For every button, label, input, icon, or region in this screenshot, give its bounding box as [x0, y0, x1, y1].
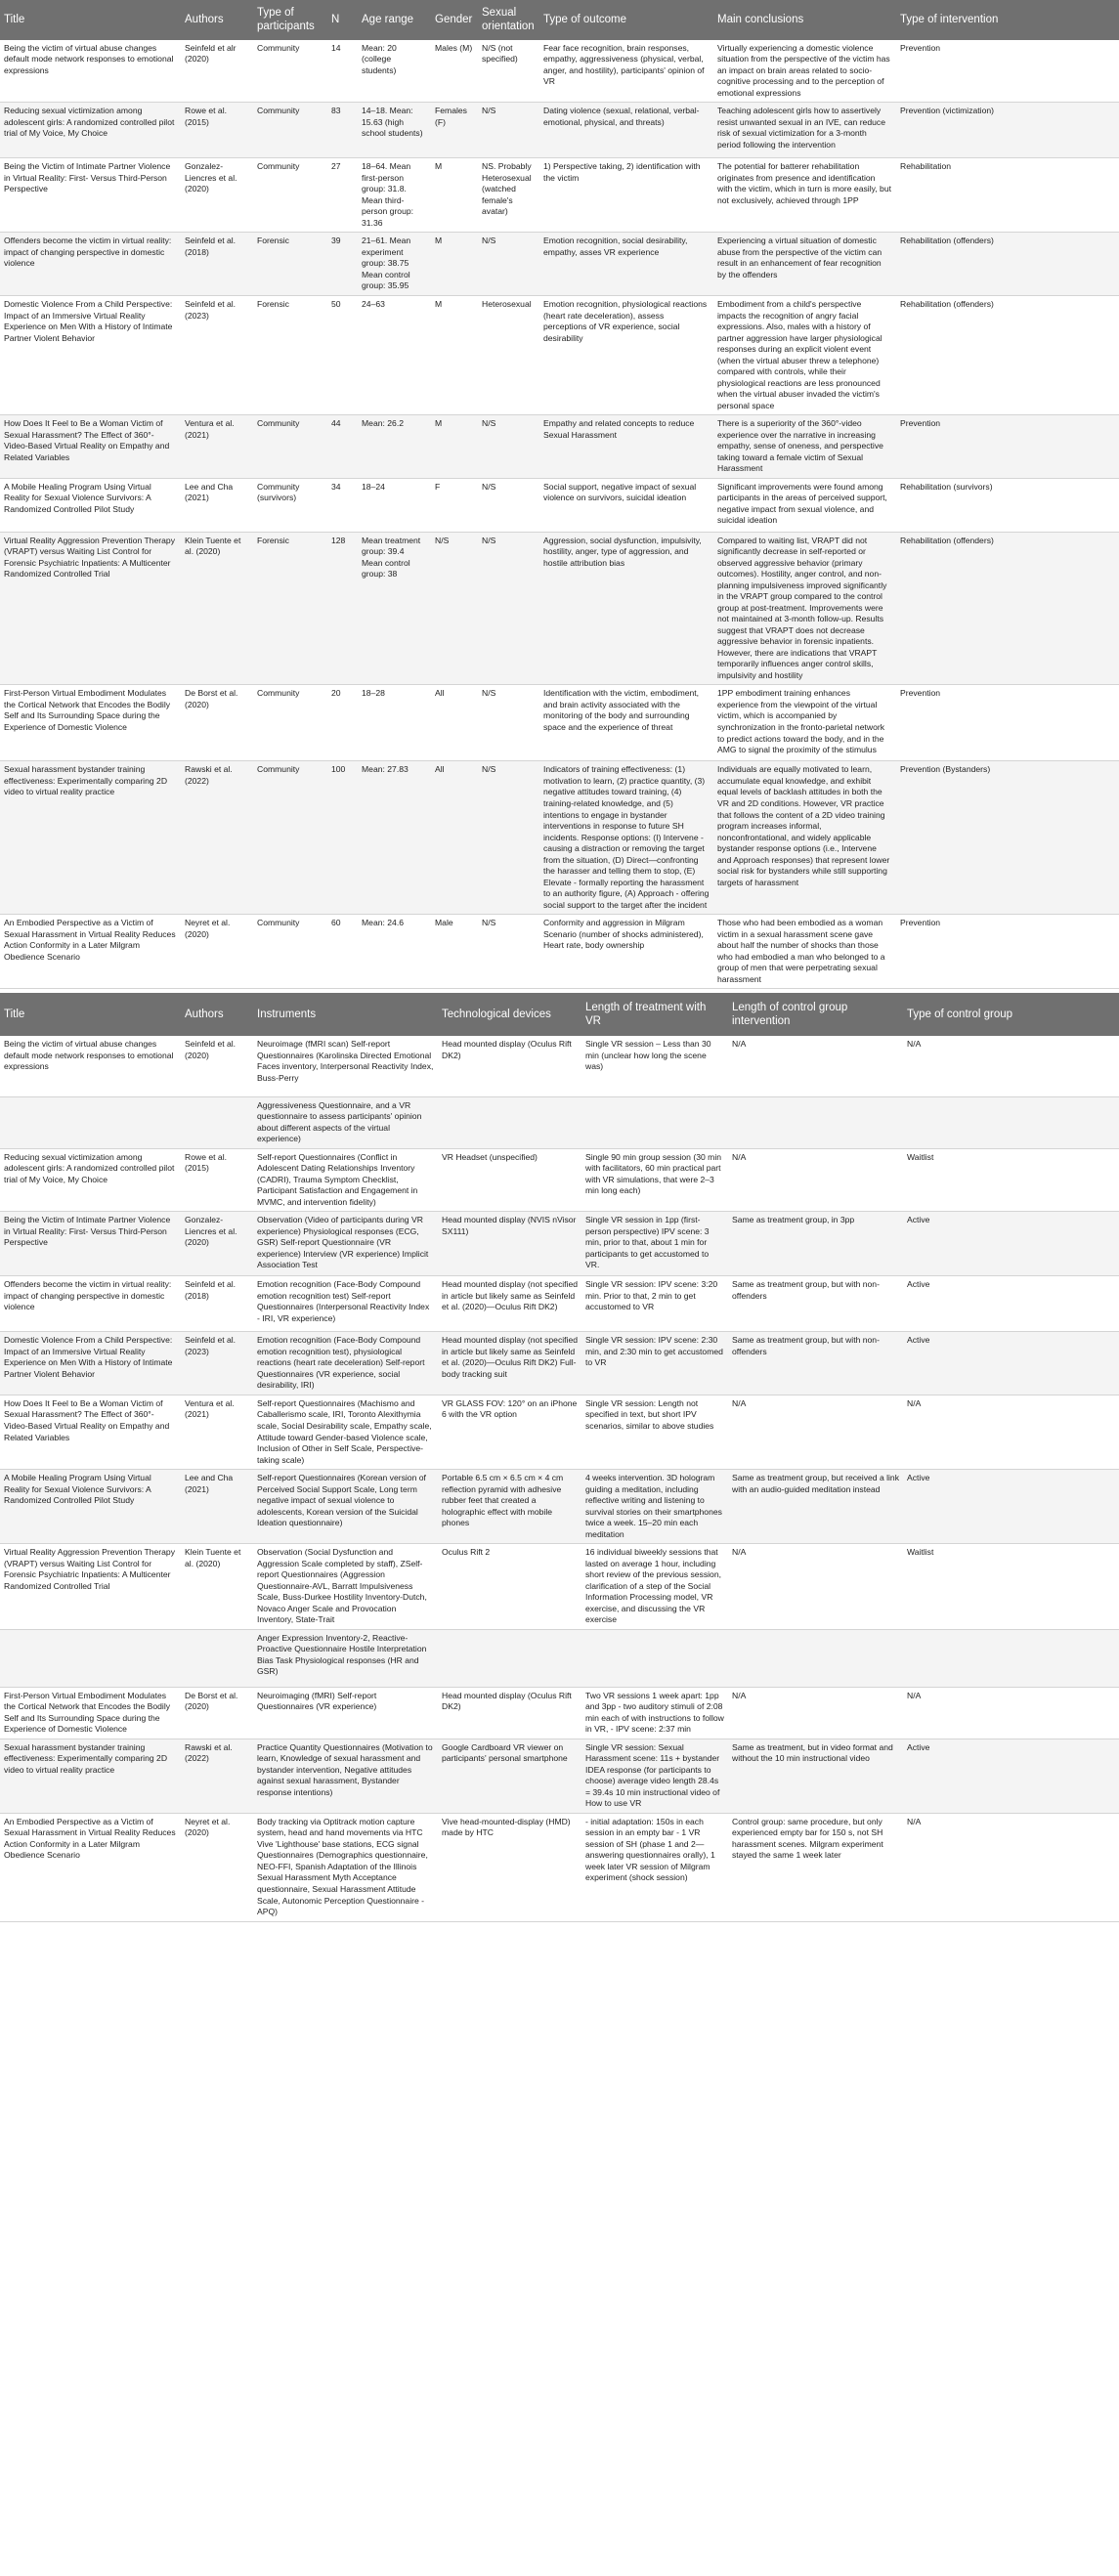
instruments-header-row — [0, 993, 1119, 1036]
table-row — [0, 1276, 1119, 1332]
participants-cell: Forensic — [253, 233, 327, 296]
age-range-cell: 18–24 — [358, 478, 431, 532]
title-cell: Being the victim of virtual abuse changes default mode network responses to emotional expressions — [0, 40, 181, 103]
control-length-cell — [728, 1629, 903, 1687]
devices-cell: Head mounted display (NVIS nVisor SX111) — [438, 1212, 581, 1276]
title-cell: Reducing sexual victimization among adolescent girls: A randomized controlled pilot trial of My Voice, My Choice — [0, 103, 181, 158]
title-cell: A Mobile Healing Program Using Virtual Reality for Sexual Violence Survivors: A Randomized Controlled Pilot Study — [0, 478, 181, 532]
title-cell: Sexual harassment bystander training effectiveness: Experimentally comparing 2D video to virtual reality practice — [0, 761, 181, 915]
authors-cell: Rawski et al. (2022) — [181, 761, 253, 915]
conclusions-cell: Individuals are equally motivated to learn, accumulate equal knowledge, and exhibit equal levels of backlash attitudes in both the VR and 2D conditions. However, VR practice that follows the content of a 2D video training program increases informal, nonconfrontational, and widely applicable bystander response options (i.e., Intervene and Approach responses) that represent lower social risk for bystanders while still supporting targets of harassment — [713, 761, 896, 915]
gender-cell: N/S — [431, 532, 478, 685]
conclusions-cell: There is a superiority of the 360°-video experience over the narrative in increasing empathy, sense of oneness, and perspective taking toward a female victim of Sexual Harassment — [713, 415, 896, 479]
table-row — [0, 1629, 1119, 1687]
control-type-cell: Active — [903, 1739, 1119, 1813]
intervention-cell: Rehabilitation (survivors) — [896, 478, 1119, 532]
vr-length-cell: Single VR session: IPV scene: 3:20 min. Prior to that, 2 min to get accustomed to VR — [581, 1276, 728, 1332]
authors-cell: Rowe et al. (2015) — [181, 103, 253, 158]
header-participants: Type of participants — [253, 0, 327, 40]
title-cell: An Embodied Perspective as a Victim of Sexual Harassment in Virtual Reality Reduces Action Conformity in a Later Milgram Obedience Scenario — [0, 915, 181, 989]
devices-cell: Head mounted display (not specified in article but likely same as Seinfeld et al. (2020)—Oculus Rift DK2) — [438, 1276, 581, 1332]
title-cell: An Embodied Perspective as a Victim of Sexual Harassment in Virtual Reality Reduces Action Conformity in a Later Milgram Obedience Scenario — [0, 1813, 181, 1921]
age-range-cell: 24–63 — [358, 296, 431, 415]
table-row — [0, 1470, 1119, 1544]
participants-cell: Community — [253, 415, 327, 479]
authors-cell — [181, 1629, 253, 1687]
instruments-cell: Self-report Questionnaires (Korean version of Perceived Social Support Scale, Long term negative impact of sexual violence to adolescents, Korean version of the Suicidal Ideation questionnaire) — [253, 1470, 438, 1544]
conclusions-cell: Teaching adolescent girls how to assertively resist unwanted sexual in an IVE, can reduce risk of sexual victimization for a 3-month period following the intervention — [713, 103, 896, 158]
n-cell: 44 — [327, 415, 358, 479]
header-vr-length: Length of treatment with VR — [581, 993, 728, 1036]
age-range-cell: Mean treatment group: 39.4 Mean control group: 38 — [358, 532, 431, 685]
table-row — [0, 1544, 1119, 1630]
header-devices: Technological devices — [438, 993, 581, 1036]
control-length-cell: N/A — [728, 1544, 903, 1630]
header-gender: Gender — [431, 0, 478, 40]
conclusions-cell: 1PP embodiment training enhances experience from the viewpoint of the virtual victim, which is accompanied by synchronization in the fronto-parietal network to predict actions toward the body, and in the AMG to signal the proximity of the stimulus — [713, 685, 896, 761]
outcome-cell: Empathy and related concepts to reduce Sexual Harassment — [539, 415, 713, 479]
control-length-cell: N/A — [728, 1036, 903, 1096]
outcome-cell: Emotion recognition, social desirability, empathy, asses VR experience — [539, 233, 713, 296]
table-row — [0, 40, 1119, 103]
authors-cell: Seinfeld et al. (2023) — [181, 1332, 253, 1395]
outcome-cell: Indicators of training effectiveness: (1) motivation to learn, (2) practice quantity, (3) negative attitudes toward training, (4) training-related knowledge, and (5) intentions to engage in bystander interventions in response to future SH incidents. Response options: (I) Intervene - causing a distraction or removing the target from the situation, (D) Direct—confronting the harasser and telling them to stop, (E) Elevate - formally reporting the harassment to an authority figure, (A) Approach - offering social support to the target after the incident — [539, 761, 713, 915]
instruments-table — [0, 993, 1119, 1921]
header-intervention: Type of intervention — [896, 0, 1119, 40]
vr-length-cell: Single 90 min group session (30 min with facilitators, 60 min practical part with VR simulations, that were 2–3 min long each) — [581, 1148, 728, 1212]
authors-cell: Lee and Cha (2021) — [181, 1470, 253, 1544]
gender-cell: All — [431, 685, 478, 761]
authors-cell: De Borst et al. (2020) — [181, 685, 253, 761]
n-cell: 60 — [327, 915, 358, 989]
age-range-cell: 18–28 — [358, 685, 431, 761]
participants-cell: Forensic — [253, 532, 327, 685]
devices-cell: Head mounted display (not specified in article but likely same as Seinfeld et al. (2020)—Oculus Rift DK2) Full-body tracking suit — [438, 1332, 581, 1395]
gender-cell: All — [431, 761, 478, 915]
authors-cell: Rawski et al. (2022) — [181, 1739, 253, 1813]
vr-length-cell: Single VR session in 1pp (first-person perspective) IPV scene: 3 min, prior to that, about 1 min for participants to get accustomed to VR. — [581, 1212, 728, 1276]
table-row — [0, 1212, 1119, 1276]
intervention-cell: Prevention — [896, 415, 1119, 479]
devices-cell: Head mounted display (Oculus Rift DK2) — [438, 1036, 581, 1096]
title-cell: Domestic Violence From a Child Perspective: Impact of an Immersive Virtual Reality Experience on Men With a History of Intimate Partner Violent Behavior — [0, 296, 181, 415]
gender-cell: Females (F) — [431, 103, 478, 158]
title-cell: Virtual Reality Aggression Prevention Therapy (VRAPT) versus Waiting List Control for Forensic Psychiatric Inpatients: A Multicenter Randomized Controlled Trial — [0, 1544, 181, 1630]
header-control-type: Type of control group — [903, 993, 1119, 1036]
n-cell: 100 — [327, 761, 358, 915]
header-control-length: Length of control group intervention — [728, 993, 903, 1036]
gender-cell: M — [431, 415, 478, 479]
control-length-cell: N/A — [728, 1687, 903, 1739]
intervention-cell: Rehabilitation (offenders) — [896, 296, 1119, 415]
control-type-cell — [903, 1629, 1119, 1687]
conclusions-cell: Embodiment from a child's perspective impacts the recognition of angry facial expressions. Also, males with a history of partner aggression have larger physiological responses during an explicit violent event (when the virtual abuser threw a telephone) compared with controls, while their physiological reactions are less pronounced when the virtual abuser invaded the victim's personal space — [713, 296, 896, 415]
devices-cell: VR Headset (unspecified) — [438, 1148, 581, 1212]
intervention-cell: Rehabilitation — [896, 158, 1119, 233]
instruments-cell: Observation (Social Dysfunction and Aggression Scale completed by staff), ZSelf-report Questionnaires (Aggression Questionnaire-AVL, Barratt Impulsiveness Scale, Buss-Durkee Hostility Inventory-Dutch, Novaco Anger Scale and Provocation Inventory, State-Trait — [253, 1544, 438, 1630]
instruments-cell: Neuroimaging (fMRI) Self-report Questionnaires (VR experience) — [253, 1687, 438, 1739]
table-row — [0, 1687, 1119, 1739]
vr-length-cell — [581, 1096, 728, 1148]
conclusions-cell: Virtually experiencing a domestic violence situation from the perspective of the victim has an impact on brain areas related to socio-cognitive processing and to the perception of emotional expressions — [713, 40, 896, 103]
control-type-cell: N/A — [903, 1395, 1119, 1469]
outcome-cell: Identification with the victim, embodiment, and brain activity associated with the monitoring of the body and surrounding space and the experience of threat — [539, 685, 713, 761]
header-authors: Authors — [181, 993, 253, 1036]
vr-length-cell — [581, 1629, 728, 1687]
control-type-cell: Active — [903, 1332, 1119, 1395]
authors-cell: Seinfeld et al. (2020) — [181, 1036, 253, 1096]
title-cell — [0, 1629, 181, 1687]
table-row — [0, 103, 1119, 158]
n-cell: 14 — [327, 40, 358, 103]
title-cell: First-Person Virtual Embodiment Modulates the Cortical Network that Encodes the Bodily Self and Its Surrounding Space during the Experience of Domestic Violence — [0, 685, 181, 761]
table-row — [0, 158, 1119, 233]
table-row — [0, 1036, 1119, 1096]
authors-cell: Lee and Cha (2021) — [181, 478, 253, 532]
control-type-cell: N/A — [903, 1036, 1119, 1096]
authors-cell: Ventura et al. (2021) — [181, 1395, 253, 1469]
control-type-cell: Waitlist — [903, 1544, 1119, 1630]
sexual-orientation-cell: N/S — [478, 233, 539, 296]
outcome-cell: Emotion recognition, physiological reactions (heart rate deceleration), assess perceptions of VR experience, social desirability — [539, 296, 713, 415]
authors-cell: Neyret et al. (2020) — [181, 1813, 253, 1921]
sexual-orientation-cell: N/S — [478, 103, 539, 158]
title-cell: Sexual harassment bystander training effectiveness: Experimentally comparing 2D video to virtual reality practice — [0, 1739, 181, 1813]
title-cell: A Mobile Healing Program Using Virtual Reality for Sexual Violence Survivors: A Randomized Controlled Pilot Study — [0, 1470, 181, 1544]
title-cell: Being the Victim of Intimate Partner Violence in Virtual Reality: First- Versus Third-Person Perspective — [0, 158, 181, 233]
table-row — [0, 1148, 1119, 1212]
title-cell: Being the Victim of Intimate Partner Violence in Virtual Reality: First- Versus Third-Person Perspective — [0, 1212, 181, 1276]
conclusions-cell: Those who had been embodied as a woman victim in a sexual harassment scene gave about half the number of shocks than those who had embodied a man who belonged to a group of men that were perpetrating sexual harassment — [713, 915, 896, 989]
devices-cell: Portable 6.5 cm × 6.5 cm × 4 cm reflection pyramid with adhesive rubber feet that created a holographic effect with mobile phones — [438, 1470, 581, 1544]
table-row — [0, 478, 1119, 532]
sexual-orientation-cell: N/S (not specified) — [478, 40, 539, 103]
authors-cell: Ventura et al. (2021) — [181, 415, 253, 479]
control-type-cell: N/A — [903, 1687, 1119, 1739]
instruments-cell: Self-report Questionnaires (Machismo and Caballerismo scale, IRI, Toronto Alexithymia scale, Social Desirability scale, Empathy scale, Attitude toward Gender-based Violence scale, Inclusion of Other in Self Scale, Perspective-taking scale) — [253, 1395, 438, 1469]
vr-length-cell: Single VR session – Less than 30 min (unclear how long the scene was) — [581, 1036, 728, 1096]
outcome-cell: Conformity and aggression in Milgram Scenario (number of shocks administered), Heart rate, body ownership — [539, 915, 713, 989]
control-length-cell: Same as treatment group, but with non-offenders — [728, 1332, 903, 1395]
age-range-cell: 18–64. Mean first-person group: 31.8. Mean third-person group: 31.36 — [358, 158, 431, 233]
intervention-cell: Prevention — [896, 685, 1119, 761]
authors-cell: Seinfeld et alr (2020) — [181, 40, 253, 103]
outcome-cell: Social support, negative impact of sexual violence on survivors, suicidal ideation — [539, 478, 713, 532]
sexual-orientation-cell: N/S — [478, 685, 539, 761]
sexual-orientation-cell: N/S — [478, 532, 539, 685]
sexual-orientation-cell: N/S — [478, 478, 539, 532]
instruments-cell: Self-report Questionnaires (Conflict in Adolescent Dating Relationships Inventory (CADRI), Trauma Symptom Checklist, Participant Satisfaction and Engagement in MVMC, and intervention fidelity) — [253, 1148, 438, 1212]
intervention-cell: Prevention — [896, 40, 1119, 103]
title-cell: Domestic Violence From a Child Perspective: Impact of an Immersive Virtual Reality Experience on Men With a History of Intimate Partner Violent Behavior — [0, 1332, 181, 1395]
outcome-cell: Aggression, social dysfunction, impulsivity, hostility, anger, type of aggression, and hostile attribution bias — [539, 532, 713, 685]
participants-cell: Community (survivors) — [253, 478, 327, 532]
devices-cell: Google Cardboard VR viewer on participants' personal smartphone — [438, 1739, 581, 1813]
instruments-cell: Practice Quantity Questionnaires (Motivation to learn, Knowledge of sexual harassment and bystander intervention, Negative attitudes against sexual harassment, Bystander response intentions) — [253, 1739, 438, 1813]
control-type-cell: Waitlist — [903, 1148, 1119, 1212]
instruments-cell: Body tracking via Optitrack motion capture system, head and hand movements via HTC Vive 'Lighthouse' base stations, ECG signal Questionnaires (Demographics questionnaire, NEO-FFI, Spanish Adaptation of the Illinois Sexual Harassment Myth Acceptance questionnaire, Sexual Harassment Attitude Scale, Autonomic Perception Questionnaire - APQ) — [253, 1813, 438, 1921]
outcomes-table-body — [0, 40, 1119, 989]
control-length-cell: N/A — [728, 1395, 903, 1469]
title-cell: How Does It Feel to Be a Woman Victim of Sexual Harassment? The Effect of 360°-Video-Based Virtual Reality on Empathy and Related Variables — [0, 1395, 181, 1469]
authors-cell: Rowe et al. (2015) — [181, 1148, 253, 1212]
control-type-cell: Active — [903, 1276, 1119, 1332]
age-range-cell: Mean: 20 (college students) — [358, 40, 431, 103]
table-row — [0, 296, 1119, 415]
control-length-cell: Same as treatment group, but with non-offenders — [728, 1276, 903, 1332]
n-cell: 50 — [327, 296, 358, 415]
title-cell: How Does It Feel to Be a Woman Victim of Sexual Harassment? The Effect of 360°-Video-Based Virtual Reality on Empathy and Related Variables — [0, 415, 181, 479]
devices-cell: Head mounted display (Oculus Rift DK2) — [438, 1687, 581, 1739]
intervention-cell: Rehabilitation (offenders) — [896, 233, 1119, 296]
outcomes-table — [0, 0, 1119, 989]
outcome-cell: Fear face recognition, brain responses, empathy, aggressiveness (physical, verbal, anger, and hostility), participants' opinion of VR — [539, 40, 713, 103]
authors-cell: Gonzalez-Liencres et al. (2020) — [181, 1212, 253, 1276]
authors-cell: De Borst et al. (2020) — [181, 1687, 253, 1739]
conclusions-cell: Significant improvements were found among participants in the areas of perceived support, negative impact from sexual violence, and suicidal ideation — [713, 478, 896, 532]
control-length-cell: Same as treatment group, in 3pp — [728, 1212, 903, 1276]
table-row — [0, 532, 1119, 685]
intervention-cell: Prevention (Bystanders) — [896, 761, 1119, 915]
n-cell: 83 — [327, 103, 358, 158]
n-cell: 20 — [327, 685, 358, 761]
authors-cell: Seinfeld et al. (2018) — [181, 233, 253, 296]
vr-length-cell: Single VR session: Length not specified in text, but short IPV scenarios, similar to above studies — [581, 1395, 728, 1469]
participants-cell: Forensic — [253, 296, 327, 415]
table-row — [0, 1332, 1119, 1395]
table-row — [0, 1813, 1119, 1921]
participants-cell: Community — [253, 685, 327, 761]
age-range-cell: 14–18. Mean: 15.63 (high school students) — [358, 103, 431, 158]
participants-cell: Community — [253, 40, 327, 103]
gender-cell: M — [431, 233, 478, 296]
table-row — [0, 1395, 1119, 1469]
table-row — [0, 1096, 1119, 1148]
vr-length-cell: Two VR sessions 1 week apart: 1pp and 3pp - two auditory stimuli of 2:08 min each of with instructions to follow in VR, - IPV scene: 2:37 min — [581, 1687, 728, 1739]
devices-cell: VR GLASS FOV: 120° on an iPhone 6 with the VR option — [438, 1395, 581, 1469]
instruments-cell: Anger Expression Inventory-2, Reactive-Proactive Questionnaire Hostile Interpretation Bias Task Physiological responses (HR and GSR) — [253, 1629, 438, 1687]
authors-cell: Klein Tuente et al. (2020) — [181, 532, 253, 685]
control-type-cell — [903, 1096, 1119, 1148]
vr-length-cell: 16 individual biweekly sessions that lasted on average 1 hour, including short review of the previous session, clarification of a step of the Social Information Processing model, VR exercise, and discussing the VR exercise — [581, 1544, 728, 1630]
control-length-cell: Same as treatment group, but received a link with an audio-guided meditation instead — [728, 1470, 903, 1544]
title-cell: Virtual Reality Aggression Prevention Therapy (VRAPT) versus Waiting List Control for Forensic Psychiatric Inpatients: A Multicenter Randomized Controlled Trial — [0, 532, 181, 685]
title-cell: First-Person Virtual Embodiment Modulates the Cortical Network that Encodes the Bodily Self and Its Surrounding Space during the Experience of Domestic Violence — [0, 1687, 181, 1739]
control-length-cell: Same as treatment, but in video format and without the 10 min instructional video — [728, 1739, 903, 1813]
devices-cell — [438, 1629, 581, 1687]
header-outcome: Type of outcome — [539, 0, 713, 40]
devices-cell: Oculus Rift 2 — [438, 1544, 581, 1630]
control-length-cell: Control group: same procedure, but only experienced empty bar for 150 s, not SH harassment scenes. Milgram experiment stayed the same 1 week later — [728, 1813, 903, 1921]
sexual-orientation-cell: Heterosexual — [478, 296, 539, 415]
participants-cell: Community — [253, 158, 327, 233]
table-row — [0, 415, 1119, 479]
authors-cell: Seinfeld et al. (2023) — [181, 296, 253, 415]
header-sexual-orientation: Sexual orientation — [478, 0, 539, 40]
header-n: N — [327, 0, 358, 40]
control-length-cell: N/A — [728, 1148, 903, 1212]
authors-cell: Gonzalez-Liencres et al. (2020) — [181, 158, 253, 233]
n-cell: 27 — [327, 158, 358, 233]
instruments-cell: Emotion recognition (Face-Body Compound emotion recognition test) Self-report Questionnaires (Interpersonal Reactivity Index - IRI, VR experience) — [253, 1276, 438, 1332]
title-cell: Offenders become the victim in virtual reality: impact of changing perspective in domestic violence — [0, 1276, 181, 1332]
age-range-cell: 21–61. Mean experiment group: 38.75 Mean control group: 35.95 — [358, 233, 431, 296]
conclusions-cell: The potential for batterer rehabilitation originates from presence and identification with the victim, which in turn is more easily, but not exclusively, achieved through 1PP — [713, 158, 896, 233]
age-range-cell: Mean: 24.6 — [358, 915, 431, 989]
age-range-cell: Mean: 26.2 — [358, 415, 431, 479]
gender-cell: F — [431, 478, 478, 532]
intervention-cell: Prevention — [896, 915, 1119, 989]
vr-length-cell: - initial adaptation: 150s in each session in an empty bar - 1 VR session of SH (phase 1 and 2—answering questionnaires orally), 1 week later VR session of Milgram experiment (shock session) — [581, 1813, 728, 1921]
outcome-cell: Dating violence (sexual, relational, verbal-emotional, physical, and threats) — [539, 103, 713, 158]
table-row — [0, 1739, 1119, 1813]
sexual-orientation-cell: NS. Probably Heterosexual (watched female's avatar) — [478, 158, 539, 233]
age-range-cell: Mean: 27.83 — [358, 761, 431, 915]
intervention-cell: Prevention (victimization) — [896, 103, 1119, 158]
outcome-cell: 1) Perspective taking, 2) identification with the victim — [539, 158, 713, 233]
vr-length-cell: Single VR session: Sexual Harassment scene: 11s + bystander IDEA response (for participants to choose) average video length 28.4s = 39.4s 10 min instructional video of How to use VR — [581, 1739, 728, 1813]
n-cell: 128 — [327, 532, 358, 685]
authors-cell: Neyret et al. (2020) — [181, 915, 253, 989]
table-row — [0, 915, 1119, 989]
control-length-cell — [728, 1096, 903, 1148]
devices-cell: Vive head-mounted-display (HMD) made by HTC — [438, 1813, 581, 1921]
gender-cell: M — [431, 158, 478, 233]
instruments-cell: Aggressiveness Questionnaire, and a VR questionnaire to assess participants' opinion about different aspects of the virtual experience) — [253, 1096, 438, 1148]
title-cell: Offenders become the victim in virtual reality: impact of changing perspective in domestic violence — [0, 233, 181, 296]
n-cell: 39 — [327, 233, 358, 296]
authors-cell: Seinfeld et al. (2018) — [181, 1276, 253, 1332]
participants-cell: Community — [253, 915, 327, 989]
control-type-cell: Active — [903, 1470, 1119, 1544]
gender-cell: M — [431, 296, 478, 415]
header-authors: Authors — [181, 0, 253, 40]
intervention-cell: Rehabilitation (offenders) — [896, 532, 1119, 685]
authors-cell — [181, 1096, 253, 1148]
conclusions-cell: Compared to waiting list, VRAPT did not significantly decrease in self-reported or observed aggressive behavior (primary outcomes). Hostility, anger control, and non-planning impulsiveness improved significantly in the VRAPT group compared to the control group at post-treatment. Improvements were not maintained at 3-month follow-up. Results suggest that VRAPT does not decrease aggressive behavior in forensic inpatients. However, there are indications that VRAPT temporarily influences anger control skills, impulsivity and hostility — [713, 532, 896, 685]
gender-cell: Males (M) — [431, 40, 478, 103]
instruments-cell: Neuroimage (fMRI scan) Self-report Questionnaires (Karolinska Directed Emotional Faces inventory, Interpersonal Reactivity Index, Buss-Perry — [253, 1036, 438, 1096]
control-type-cell: Active — [903, 1212, 1119, 1276]
instruments-cell: Observation (Video of participants during VR experience) Physiological responses (ECG, GSR) Self-report Questionnaire (VR experience) Interview (VR experience) Implicit Association Test — [253, 1212, 438, 1276]
conclusions-cell: Experiencing a virtual situation of domestic abuse from the perspective of the victim can result in an enhancement of fear recognition by the offenders — [713, 233, 896, 296]
instruments-cell: Emotion recognition (Face-Body Compound emotion recognition test), physiological reactions (heart rate deceleration) Self-report Questionnaires (VR experience, social desirability, IRI) — [253, 1332, 438, 1395]
participants-cell: Community — [253, 761, 327, 915]
title-cell: Being the victim of virtual abuse changes default mode network responses to emotional expressions — [0, 1036, 181, 1096]
table-row — [0, 761, 1119, 915]
header-conclusions: Main conclusions — [713, 0, 896, 40]
gender-cell: Male — [431, 915, 478, 989]
devices-cell — [438, 1096, 581, 1148]
sexual-orientation-cell: N/S — [478, 761, 539, 915]
vr-length-cell: 4 weeks intervention. 3D hologram guiding a meditation, including reflective writing and listening to survival stories on their smartphones twice a week. 15–20 min each meditation — [581, 1470, 728, 1544]
control-type-cell: N/A — [903, 1813, 1119, 1921]
title-cell — [0, 1096, 181, 1148]
header-title: Title — [0, 993, 181, 1036]
table-row — [0, 233, 1119, 296]
table-row — [0, 685, 1119, 761]
header-age-range: Age range — [358, 0, 431, 40]
n-cell: 34 — [327, 478, 358, 532]
sexual-orientation-cell: N/S — [478, 415, 539, 479]
outcomes-header-row — [0, 0, 1119, 40]
title-cell: Reducing sexual victimization among adolescent girls: A randomized controlled pilot trial of My Voice, My Choice — [0, 1148, 181, 1212]
vr-length-cell: Single VR session: IPV scene: 2:30 min, and 2:30 min to get accustomed to VR — [581, 1332, 728, 1395]
header-instruments: Instruments — [253, 993, 438, 1036]
sexual-orientation-cell: N/S — [478, 915, 539, 989]
participants-cell: Community — [253, 103, 327, 158]
header-title: Title — [0, 0, 181, 40]
authors-cell: Klein Tuente et al. (2020) — [181, 1544, 253, 1630]
instruments-table-body — [0, 1036, 1119, 1921]
